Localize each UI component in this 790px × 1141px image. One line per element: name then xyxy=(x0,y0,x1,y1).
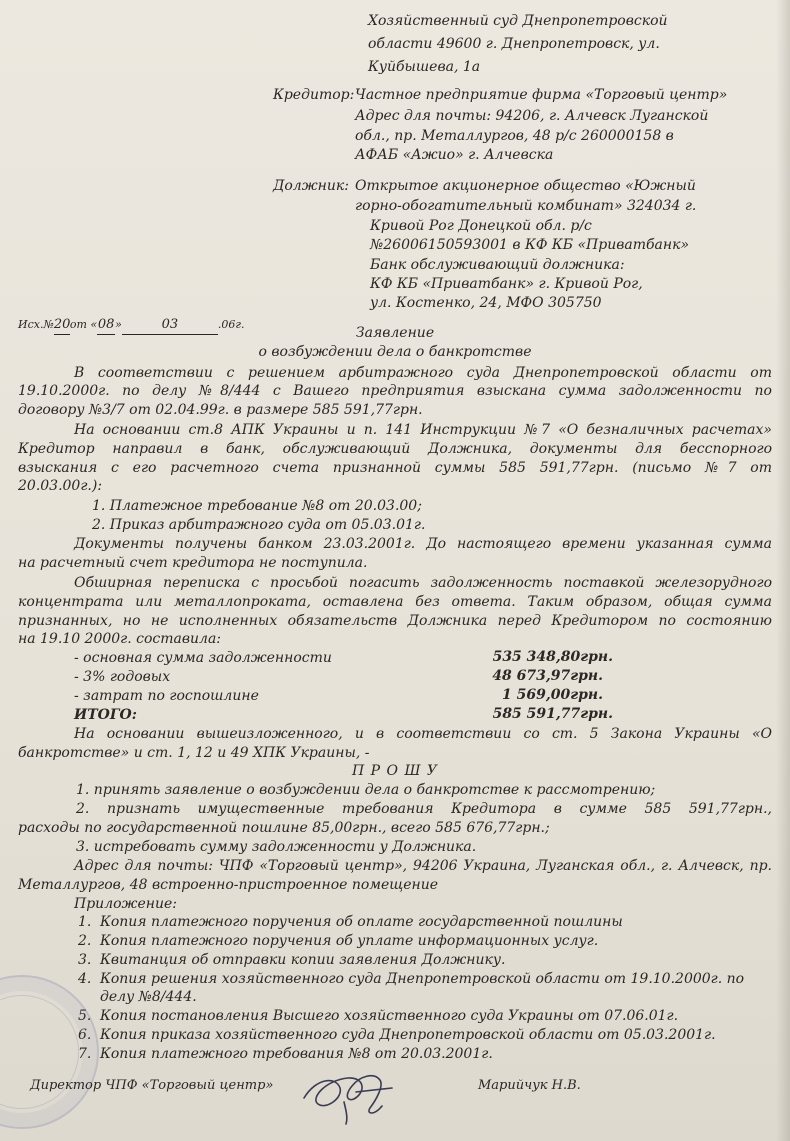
handwritten-signature xyxy=(296,1058,406,1128)
court-line-1: Хозяйственный суд Днепропетровской xyxy=(368,13,668,29)
p5-line-2: банкротстве» и ст. 1, 12 и 49 ХПК Украины, - xyxy=(18,745,370,761)
total-label: ИТОГО: xyxy=(74,707,137,723)
ref-month: 03 xyxy=(122,316,218,335)
creditor-line-2: Адрес для почты: 94206, г. Алчевск Луганской xyxy=(355,108,709,124)
debtor-label: Должник: xyxy=(273,178,349,194)
p4-line-4: на 19.10 2000г. составила: xyxy=(18,631,222,647)
court-line-3: Куйбышева, 1а xyxy=(368,59,481,75)
p2-list-item-2: 2. Приказ арбитражного суда от 05.03.01г. xyxy=(92,517,426,533)
court-line-2: области 49600 г. Днепропетровск, ул. xyxy=(368,36,660,52)
amount-label-interest: - 3% годовых xyxy=(74,669,171,685)
ref-day: 08 xyxy=(97,316,115,335)
ref-mid: от « xyxy=(69,318,98,331)
debtor-line-3: Кривой Рог Донецкой обл. р/с xyxy=(370,218,592,234)
amount-label-fee: - затрат по госпошлине xyxy=(74,688,259,704)
debtor-line-2: горно-обогатительный комбинат» 324034 г. xyxy=(355,198,697,214)
signatory-name: Марийчук Н.В. xyxy=(478,1078,581,1093)
request-3: 3. истребовать сумму задолженности у Должника. xyxy=(76,839,477,855)
creditor-line-3: обл., пр. Металлургов, 48 р/с 260000158 в xyxy=(355,128,674,144)
p3-line-1: Документы получены банком 23.03.2001г. До настоящего времени указанная сумма xyxy=(74,536,772,552)
p4-line-1: Обширная переписка с просьбой погасить задолженность поставкой железорудного xyxy=(74,575,772,591)
amount-value-fee: 1 569,00грн. xyxy=(502,687,603,703)
debtor-line-6: КФ КБ «Приватбанк» г. Кривой Рог, xyxy=(370,276,643,292)
p1-line-2: 19.10.2000г. по делу №8/444 с Вашего предприятия взыскана сумма задолженности по xyxy=(18,383,772,399)
amount-value-interest: 48 673,97грн. xyxy=(492,668,603,684)
request-2-line-2: расходы по государственной пошлине 85,00грн., всего 585 676,77грн.; xyxy=(18,820,550,836)
p2-line-4: 20.03.00г.): xyxy=(18,478,103,494)
attachment-item: 3. Квитанция об отправки копии заявления Должнику. xyxy=(78,952,506,968)
debtor-line-7: ул. Костенко, 24, МФО 305750 xyxy=(370,295,602,311)
attachment-item: 4. Копия решения хозяйственного суда Днепропетровской области от 19.10.2000г. по xyxy=(78,971,745,987)
postal-address-line-1: Адрес для почты: ЧПФ «Торговый центр», 94206 Украина, Луганская обл., г. Алчевск, пр. xyxy=(74,858,772,874)
creditor-label: Кредитор: xyxy=(273,87,355,103)
amount-label-principal: - основная сумма задолженности xyxy=(74,650,332,666)
p1-line-3: договору №3/7 от 02.04.99г. в размере 585 591,77грн. xyxy=(18,402,423,418)
p5-line-1: На основании вышеизложенного, и в соответствии со ст. 5 Закона Украины «О xyxy=(74,726,772,742)
request-2-line-1: 2. признать имущественные требования Кредитора в сумме 585 591,77грн., xyxy=(76,801,772,817)
p2-list-item-1: 1. Платежное требование №8 от 20.03.00; xyxy=(92,498,422,514)
attachment-item: 1. Копия платежного поручения об оплате государственной пошлины xyxy=(78,914,623,930)
document-subtitle: о возбуждении дела о банкротстве xyxy=(258,344,532,360)
debtor-line-1: Открытое акционерное общество «Южный xyxy=(355,178,696,194)
p2-line-1: На основании ст.8 АПК Украины и п. 141 Инструкции №7 «О безналичных расчетах» xyxy=(74,422,772,438)
attachment-item: делу №8/444. xyxy=(100,989,197,1005)
p2-line-3: взыскания с его расчетного счета признанной суммы 585 591,77грн. (письмо №7 от xyxy=(18,460,772,476)
attachment-item: 5. Копия постановления Высшего хозяйственного суда Украины от 07.06.01г. xyxy=(78,1008,679,1024)
attachment-item: 7. Копия платежного требования №8 от 20.03.2001г. xyxy=(78,1046,493,1062)
attachment-item: 2. Копия платежного поручения об уплате информационных услуг. xyxy=(78,933,599,949)
attachment-item: 6. Копия приказа хозяйственного суда Днепропетровской области от 05.03.2001г. xyxy=(78,1027,716,1043)
debtor-line-4: №26006150593001 в КФ КБ «Приватбанк» xyxy=(370,237,690,253)
ref-year: .06г. xyxy=(217,318,245,331)
p4-line-3: признанных, но не исполненных обязательств Должника перед Кредитором по состоянию xyxy=(18,613,772,629)
document-title: Заявление xyxy=(355,325,435,341)
p1-line-1: В соответствии с решением арбитражного суда Днепропетровской области от xyxy=(74,365,772,381)
debtor-line-5: Банк обслуживающий должника: xyxy=(370,257,625,273)
page-edge-shadow xyxy=(776,0,790,1141)
p3-line-2: на расчетный счет кредитора не поступила. xyxy=(18,555,368,571)
creditor-line-4: АФАБ «Ажио» г. Алчевска xyxy=(355,147,554,163)
attachments-title: Приложение: xyxy=(74,896,177,912)
creditor-line-1: Частное предприятие фирма «Торговый центр» xyxy=(355,87,728,103)
postal-address-line-2: Металлургов, 48 встроенно-пристроенное помещение xyxy=(18,877,439,893)
p2-line-2: Кредитор направил в банк, обслуживающий Должника, документы для бесспорного xyxy=(18,441,772,457)
ref-close: » xyxy=(115,318,122,331)
ref-number: 20 xyxy=(54,316,70,335)
proshu-heading: П Р О Ш У xyxy=(352,763,438,779)
total-value: 585 591,77грн. xyxy=(492,706,613,722)
p4-line-2: концентрата или металлопроката, оставлена без ответа. Таким образом, общая сумма xyxy=(18,594,772,610)
amount-value-principal: 535 348,80грн. xyxy=(492,649,613,665)
signatory-position: Директор ЧПФ «Торговый центр» xyxy=(30,1078,274,1093)
ref-prefix: Исх.№ xyxy=(18,318,54,331)
request-1: 1. принять заявление о возбуждении дела о банкротстве к рассмотрению; xyxy=(76,782,656,798)
